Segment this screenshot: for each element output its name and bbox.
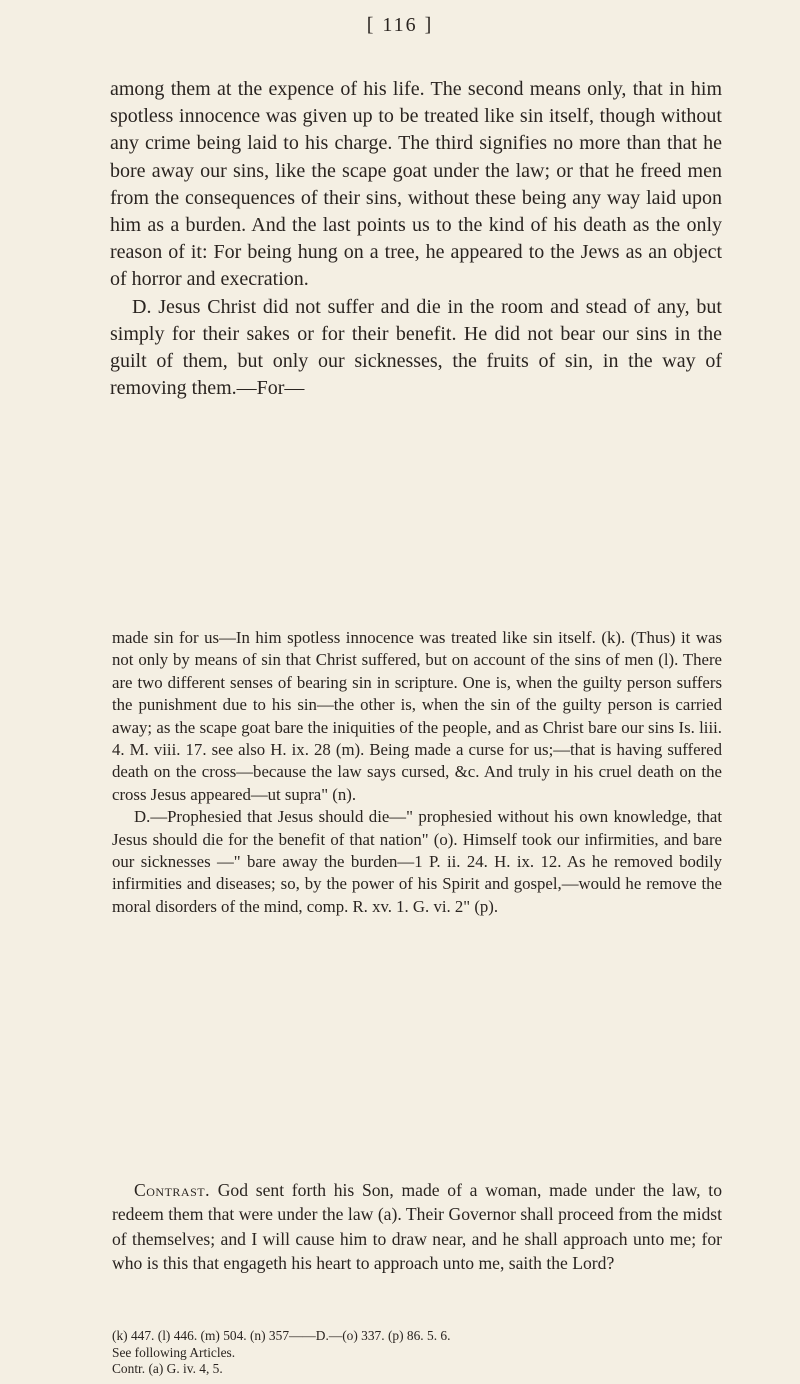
paragraph-1: among them at the expence of his life. The second means only, that in him spotless innocence was given up to be treated like sin itself, though without any crime being laid to his charge. The third signifies no more than that he bore away our sins, like the scape goat under the law; or that he freed men from the consequences of their sins, without these being any way laid upon him as a burden. And the last points us to the kind of his death as the only reason of it: For being hung on a tree, he appeared to the Jews as an object of horror and execration.: [110, 78, 722, 291]
commentary-text: [112, 627, 722, 918]
page-number: [ 116 ]: [366, 14, 434, 36]
contrast-text: God sent forth his Son, made of a woman, made under the law, to redeem them that were under the law (a). Their Governor shall proceed from the midst of themselves; and I will cause him to draw near, and he shall approach unto me; for who is this that engageth his heart to approach unto me, saith the Lord?: [112, 1180, 722, 1274]
commentary-paragraph-1: made sin for us—In him spotless innocence was treated like sin itself. (k). (Thus) it was not only by means of sin that Christ suffered, but on account of the sins of men (l). There are two different senses of bearing sin in scripture. One is, when the guilty person suffers the punishment due to his sin—the other is, when the sin of the guilty person is carried away; as the scape goat bare the iniquities of the people, and as Christ bare our sins Is. liii. 4. M. viii. 17. see also H. ix. 28 (m). Being made a curse for us;—that is having suffered death on the cross—because the law says cursed, &c. And truly in his cruel death on the cross Jesus appeared—ut supra" (n).: [112, 628, 722, 804]
footnotes: [112, 1328, 722, 1378]
commentary-paragraph-2: D.—Prophesied that Jesus should die—" prophesied without his own knowledge, that Jesus should die for the benefit of that nation" (o). Himself took our infirmities, and bare our sicknesses —" bare away the burden—1 P. ii. 24. H. ix. 12. As he removed bodily infirmities and diseases; so, by the power of his Spirit and gospel,—would he remove the moral disorders of the mind, comp. R. xv. 1. G. vi. 2" (p).: [112, 807, 722, 916]
contrast-label: Contrast.: [134, 1180, 210, 1200]
footnote-references: (k) 447. (l) 446. (m) 504. (n) 357——D.—(o) 337. (p) 86. 5. 6.: [112, 1328, 451, 1343]
footnote-see-also: See following Articles.: [112, 1344, 236, 1360]
main-text: [110, 76, 722, 402]
footnote-contrast: Contr. (a) G. iv. 4, 5.: [112, 1361, 223, 1377]
contrast-section: [112, 1178, 722, 1276]
contrast-paragraph: [112, 1178, 722, 1276]
paragraph-2: D. Jesus Christ did not suffer and die in the room and stead of any, but simply for their sakes or for their benefit. He did not bear our sins in the guilt of them, but only our sicknesses, the fruits of sin, in the way of removing them.—For—: [110, 295, 722, 400]
